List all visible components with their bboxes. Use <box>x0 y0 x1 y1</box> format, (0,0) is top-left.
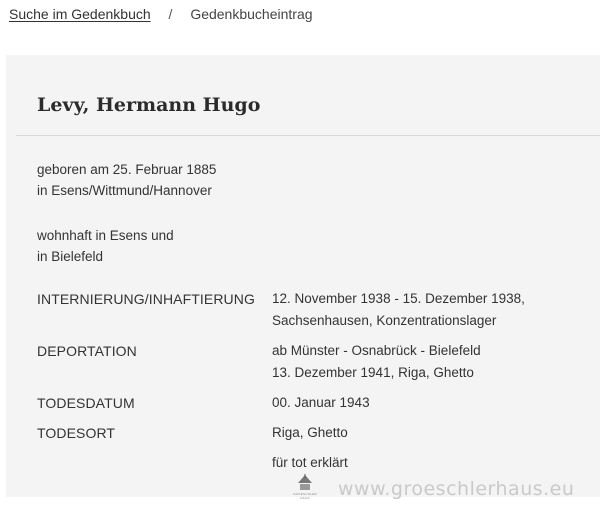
watermark-url: www.groeschlerhaus.eu <box>338 478 575 500</box>
watermark-logo <box>289 474 321 508</box>
detail-label-internment: INTERNIERUNG/INHAFTIERUNG <box>37 291 255 307</box>
detail-value-death-date <box>272 392 370 414</box>
detail-value-line: 13. Dezember 1941, Riga, Ghetto <box>272 365 474 380</box>
residence-line-1: wohnhaft in Esens und <box>37 228 174 243</box>
detail-value-line: Riga, Ghetto <box>272 425 348 440</box>
detail-label-death-place: TODESORT <box>37 425 116 441</box>
groeschler-haus-logo-icon <box>297 474 313 492</box>
birth-date-line: geboren am 25. Februar 1885 <box>37 162 217 177</box>
birth-info <box>37 159 216 201</box>
breadcrumb <box>9 6 313 22</box>
detail-value-line: 12. November 1938 - 15. Dezember 1938, <box>272 291 525 306</box>
detail-label-deportation: DEPORTATION <box>37 343 137 359</box>
detail-value-line: ab Münster - Osnabrück - Bielefeld <box>272 343 481 358</box>
breadcrumb-current: Gedenkbucheintrag <box>190 6 313 22</box>
breadcrumb-separator: / <box>168 6 173 22</box>
residence-info <box>37 225 174 267</box>
heading-divider <box>16 135 600 136</box>
detail-value-line: Sachsenhausen, Konzentrationslager <box>272 313 497 328</box>
watermark-logo-text: GROESCHLER HAUS <box>292 492 317 500</box>
detail-value-line: 00. Januar 1943 <box>272 395 370 410</box>
person-name-heading: Levy, Hermann Hugo <box>37 94 261 116</box>
detail-label-death-date: TODESDATUM <box>37 395 135 411</box>
memorial-entry-card <box>6 55 600 497</box>
detail-value-death-place <box>272 422 348 474</box>
birth-place-line: in Esens/Wittmund/Hannover <box>37 183 212 198</box>
detail-value-deportation <box>272 340 481 384</box>
detail-value-line: für tot erklärt <box>272 455 348 470</box>
breadcrumb-link-search[interactable]: Suche im Gedenkbuch <box>9 6 151 22</box>
residence-line-2: in Bielefeld <box>37 249 104 264</box>
detail-value-internment <box>272 288 525 332</box>
